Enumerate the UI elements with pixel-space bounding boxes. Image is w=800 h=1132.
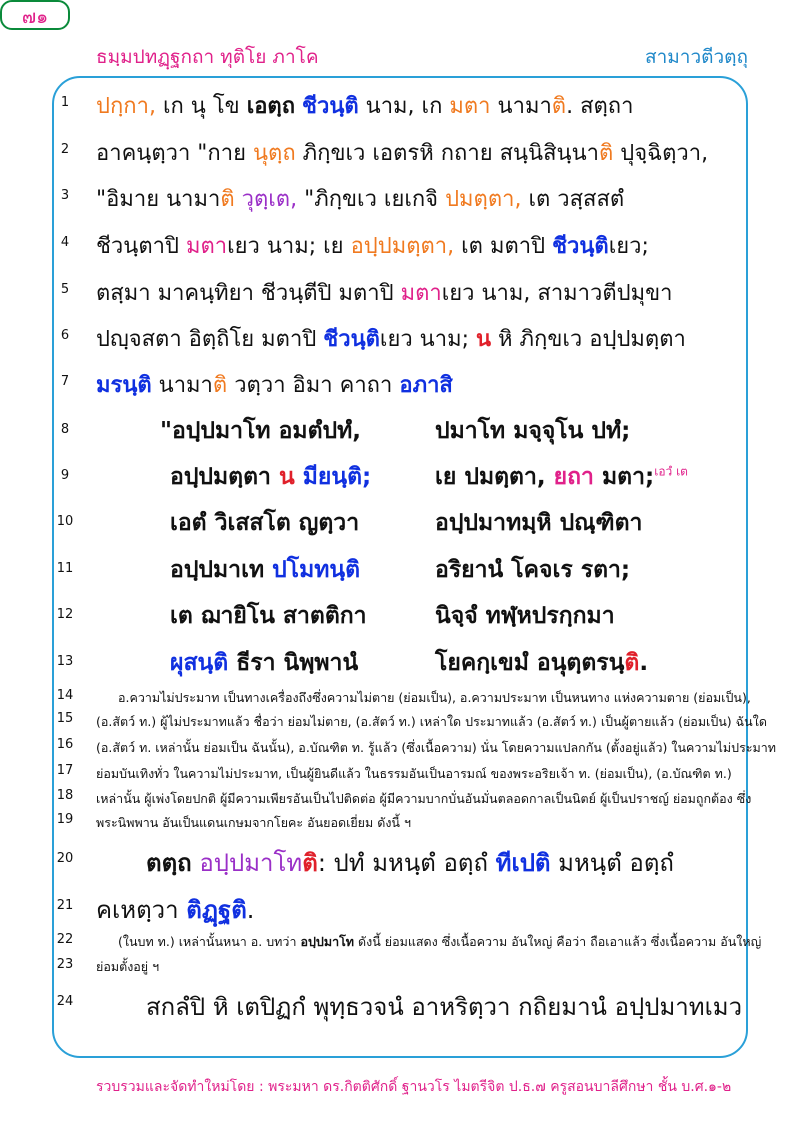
word: ติฏฺฐติ [186,896,247,924]
line-number: 7 [60,374,70,389]
translation-line: ย่อมบันเทิงทั่ว ในความไม่ประมาท, เป็นผู้ยินดีแล้ว ในธรรมอันเป็นอารมณ์ ของพระอริยเจ้า ท. (ย่อมเป็น), (อ.บัณฑิต ท.) [96,766,732,781]
text-line [96,135,708,170]
verse-right: ปมาโท มจฺจุโน ปทํ; [435,418,631,444]
word: มตา; [602,464,655,490]
word: เก [421,94,443,119]
word: มหนฺตํ อตฺถํ [558,849,674,877]
line-number: 23 [56,957,74,972]
word: . สตฺถา [566,94,634,119]
line-number: 6 [60,328,70,343]
translation-line: พระนิพพาน อันเป็นแดนเกษมจากโยคะ อันยอดเยี่ยม ดังนี้ ฯ [96,815,411,830]
word: เยว นาม; เย [227,234,344,259]
page-number: ๗๑ [0,0,70,30]
word: (ในบท ท.) เหล่านั้นหนา อ. บทว่า [118,934,297,949]
word: นามา [158,373,213,398]
line-number: 14 [56,688,74,703]
word: เอตฺถ [246,94,296,119]
verse-left: "อปฺปมาโท อมตํปทํ, [160,418,362,444]
text-line [96,88,633,123]
word: น [278,464,295,490]
word: มียนฺติ; [302,464,372,490]
word: ตสฺมา มาคนฺทิยา ชีวนฺตีปิ มตาปิ [96,281,394,306]
line-number: 21 [56,898,74,913]
word: เยว; [608,234,649,259]
word: นาม, [365,94,415,119]
text-line [96,890,254,929]
word: มตา [449,94,491,119]
verse-right: อริยานํ โคจเร รตา; [435,557,631,583]
line-number: 2 [60,142,70,157]
word: อาคนฺตฺวา "กาย [96,141,246,166]
word: คเหตฺวา [96,896,179,924]
word: ติ [220,187,235,212]
word: . [246,896,255,924]
word: : ปทํ มหนฺตํ อตฺถํ [317,849,489,877]
word: ตตฺถ [146,849,192,877]
line-number: 20 [56,851,74,866]
word: ชีวนฺติ [302,94,359,119]
word: ติ [598,141,614,166]
word: นุตฺถ [253,141,296,166]
word: ติ [624,650,640,676]
line-number: 13 [56,654,74,669]
line-number: 4 [60,235,70,250]
verse-right [435,645,648,681]
word: มตา [400,281,442,306]
word: ปญฺจสตา อิตฺถิโย มตาปิ [96,327,317,352]
word: ติ [551,94,567,119]
line-number: 10 [56,514,74,529]
translation-line: (อ.สัตว์ ท.) ผู้ไม่ประมาทแล้ว ชื่อว่า ย่อมไม่ตาย, (อ.สัตว์ ท.) เหล่าใด ประมาทแล้ว (อ.สัตว์ ท.) เป็นผู้ตายแล้ว (ย่อมเป็น) ฉันใด [96,714,767,729]
footer-credit: รวบรวมและจัดทำใหม่โดย : พระมหา ดร.กิตติศักดิ์ ฐานวโร ไมตรีจิต ป.ธ.๗ ครูสอนบาลีศึกษา ชั้น บ.ศ.๑-๒ [96,1079,732,1095]
word: ชีวนฺตาปิ [96,234,179,259]
line-number: 9 [60,468,70,483]
translation-line: อ.ความไม่ประมาท เป็นทางเครื่องถึงซึ่งความไม่ตาย (ย่อมเป็น), อ.ความประมาท เป็นหนทาง แห่งความตาย (ย่อมเป็น), [118,690,751,705]
word: ชีวนฺติ [323,327,380,352]
word: ดังนี้ ย่อมแสดง ซึ่งเนื้อความ อันใหญ่ คือว่า ถือเอาแล้ว ซึ่งเนื้อความ อันใหญ่ [358,934,762,949]
word: หิ ภิกฺขเว อปฺปมตฺตา [498,327,686,352]
translation-line: เหล่านั้น ผู้เพ่งโดยปกติ ผู้มีความเพียรอันเป็นไปติดต่อ ผู้มีความบากบั่นอันมั่นตลอดกาลเป็นนิตย์ ผู้เป็นปราชญ์ ย่อมถูกต้อง ซึ่ง [96,791,752,806]
word: อปฺปมตฺตา [170,464,271,490]
line-number: 5 [60,282,70,297]
word: ปุจฺฉิตฺวา, [620,141,709,166]
verse-left [170,645,358,681]
word: ยถา [553,464,594,490]
verse-right: อปฺปมาทมฺหิ ปณฺฑิตา [435,510,643,536]
word: เก นุ โข [162,94,240,119]
word: เยว นาม; [379,327,469,352]
line-number: 22 [56,932,74,947]
line-number: 3 [60,188,70,203]
verse-right: นิจฺจํ ทฬฺหปรกฺกมา [435,603,615,629]
line-number: 15 [56,711,74,726]
line-number: 16 [56,737,74,752]
verse-left: เต ฌายิโน สาตติกา [170,603,367,629]
word: เต วสฺสสตํ [528,187,625,212]
word: อปฺปมาเท [170,557,265,583]
line-number: 24 [56,994,74,1009]
book-title: ธมฺมปทฏฺฐกถา ทุติโย ภาโค [96,46,319,68]
word: ผุสนฺติ [170,650,229,676]
text-line [146,843,674,882]
margin-note: เอวํ เต [654,464,688,479]
word: "อิมาย นามา [96,187,221,212]
word: มตา [185,234,228,259]
word: เยว นาม, สามาวตีปมุขา [441,281,673,306]
word: ภิกฺขเว เอตรหิ กถาย สนฺนิสินฺนา [302,141,599,166]
translation-line [118,932,761,952]
word: ปมตฺตา, [445,187,522,212]
word: เย ปมตฺตา, [435,464,546,490]
word: เต มตาปิ [461,234,546,259]
word: นามา [497,94,552,119]
word: ทีเปติ [495,849,551,877]
line-number: 19 [56,812,74,827]
word: . [639,650,649,676]
story-title: สามาวตีวตฺถุ [645,46,748,68]
line-number: 17 [56,763,74,778]
verse-left [170,459,371,495]
text-line [96,367,453,402]
word: อปฺปมาโท [300,934,355,949]
word: น [476,327,492,352]
word: ติ [212,373,228,398]
word: อภาสิ [399,373,453,398]
line-number: 18 [56,788,74,803]
text-line [96,321,686,356]
translation-line: (อ.สัตว์ ท. เหล่านั้น ย่อมเป็น ฉันนั้น), อ.บัณฑิต ท. รู้แล้ว (ซึ่งเนื้อความ) นั่น โดยความแปลกกัน (ตั้งอยู่แล้ว) ในความไม่ประมาท [96,740,777,755]
word: "ภิกฺขเว เยเกจิ [304,187,439,212]
text-line: สกลํปิ หิ เตปิฏกํ พุทฺธวจนํ อาหริตฺวา กถิยมานํ อปฺปมาทเมว [146,993,743,1021]
word: ชีวนฺติ [552,234,609,259]
word: ปโมทนฺติ [272,557,361,583]
verse-right [435,459,688,495]
text-line [96,275,673,310]
word: อปฺปมาโท [199,849,303,877]
word: ปกฺกา, [96,94,156,119]
translation-line: ย่อมตั้งอยู่ ฯ [96,959,160,974]
word: มรนฺติ [96,373,152,398]
line-number: 8 [60,422,70,437]
word: อปฺปมตฺตา, [350,234,455,259]
word: ธีรา นิพฺพานํ [236,650,359,676]
word: ติ [302,849,318,877]
verse-left: เอตํ วิเสสโต ญตฺวา [170,510,360,536]
text-line [96,181,624,216]
verse-left [170,552,360,588]
text-line [96,228,649,263]
word: วุตฺเต, [241,187,298,212]
line-number: 1 [60,95,70,110]
line-number: 12 [56,607,74,622]
line-number: 11 [56,561,74,576]
word: วตฺวา อิมา คาถา [234,373,393,398]
word: โยคกฺเขมํ อนุตฺตรนฺ [435,650,625,676]
